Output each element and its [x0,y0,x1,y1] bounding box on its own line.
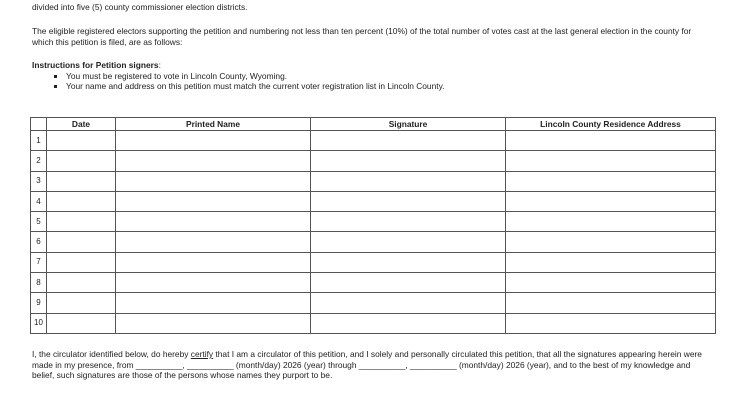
address-cell[interactable] [506,273,716,293]
signature-cell[interactable] [311,313,506,333]
instruction-item: ▪ Your name and address on this petition must match the current voter registration list in Lincoln County. [66,81,444,91]
printed-name-cell[interactable] [116,151,311,171]
table-row [31,151,716,171]
date-cell[interactable] [47,313,116,333]
column-header: Lincoln County Residence Address [506,118,716,131]
printed-name-cell[interactable] [116,212,311,232]
printed-name-cell[interactable] [116,313,311,333]
date-cell[interactable] [47,131,116,151]
date-cell[interactable] [47,151,116,171]
address-cell[interactable] [506,313,716,333]
signature-cell[interactable] [311,273,506,293]
date-cell[interactable] [47,191,116,211]
address-cell[interactable] [506,151,716,171]
printed-name-cell[interactable] [116,171,311,191]
signature-cell[interactable] [311,293,506,313]
signature-cell[interactable] [311,171,506,191]
instructions-list [32,71,444,91]
table-row [31,191,716,211]
signature-cell[interactable] [311,232,506,252]
table-row [31,293,716,313]
address-cell[interactable] [506,191,716,211]
instructions-section: Instructions for Petition signers: ▪ You must be registered to vote in Lincoln County, Wyoming. ▪ Your name and address on this petition must match the current voter registration list in Lincoln County. [32,60,444,91]
table-row [31,273,716,293]
signature-cell[interactable] [311,151,506,171]
table-row [31,131,716,151]
table-row [31,171,716,191]
signature-cell[interactable] [311,252,506,272]
signature-cell[interactable] [311,212,506,232]
certify-word: certify [190,349,214,359]
address-cell[interactable] [506,293,716,313]
signature-table [30,117,716,334]
circulator-certification: I, the circulator identified below, do hereby certify that I am a circulator of this petition, and I solely and personally circulated this petition, that all the signatures appearing herein were made in my presence, from __________, __________ (month/day) 2026 (year) through __________, __________ (month/day) 2026 (year), and to the best of my knowledge and belief, such signatures are those of the persons whose names they purport to be. [32,349,702,380]
column-header: Signature [311,118,506,131]
column-header: Printed Name [116,118,311,131]
printed-name-cell[interactable] [116,252,311,272]
row-number: 1 [31,131,47,151]
address-cell[interactable] [506,232,716,252]
table-row [31,252,716,272]
date-cell[interactable] [47,232,116,252]
instructions-title: Instructions for Petition signers [32,60,159,70]
row-number: 8 [31,273,47,293]
signature-cell[interactable] [311,131,506,151]
printed-name-cell[interactable] [116,293,311,313]
table-row [31,313,716,333]
table-row [31,212,716,232]
eligibility-paragraph: The eligible registered electors supporting the petition and numbering not less than ten percent (10%) of the total number of votes cast at the last general election in the county for which this petition is filed, are as follows: [32,26,692,47]
address-cell[interactable] [506,212,716,232]
row-number: 9 [31,293,47,313]
instruction-item: ▪ You must be registered to vote in Lincoln County, Wyoming. [66,71,444,81]
printed-name-cell[interactable] [116,191,311,211]
date-cell[interactable] [47,212,116,232]
signature-cell[interactable] [311,191,506,211]
printed-name-cell[interactable] [116,131,311,151]
address-cell[interactable] [506,171,716,191]
row-number: 7 [31,252,47,272]
row-number: 3 [31,171,47,191]
intro-text: divided into five (5) county commissioner election districts. [32,2,248,12]
row-number: 2 [31,151,47,171]
address-cell[interactable] [506,131,716,151]
row-number: 6 [31,232,47,252]
table-row [31,232,716,252]
row-number: 10 [31,313,47,333]
date-cell[interactable] [47,293,116,313]
date-cell[interactable] [47,171,116,191]
date-cell[interactable] [47,273,116,293]
printed-name-cell[interactable] [116,273,311,293]
column-header: Date [47,118,116,131]
row-number: 4 [31,191,47,211]
date-cell[interactable] [47,252,116,272]
printed-name-cell[interactable] [116,232,311,252]
row-number: 5 [31,212,47,232]
column-header [31,118,47,131]
address-cell[interactable] [506,252,716,272]
